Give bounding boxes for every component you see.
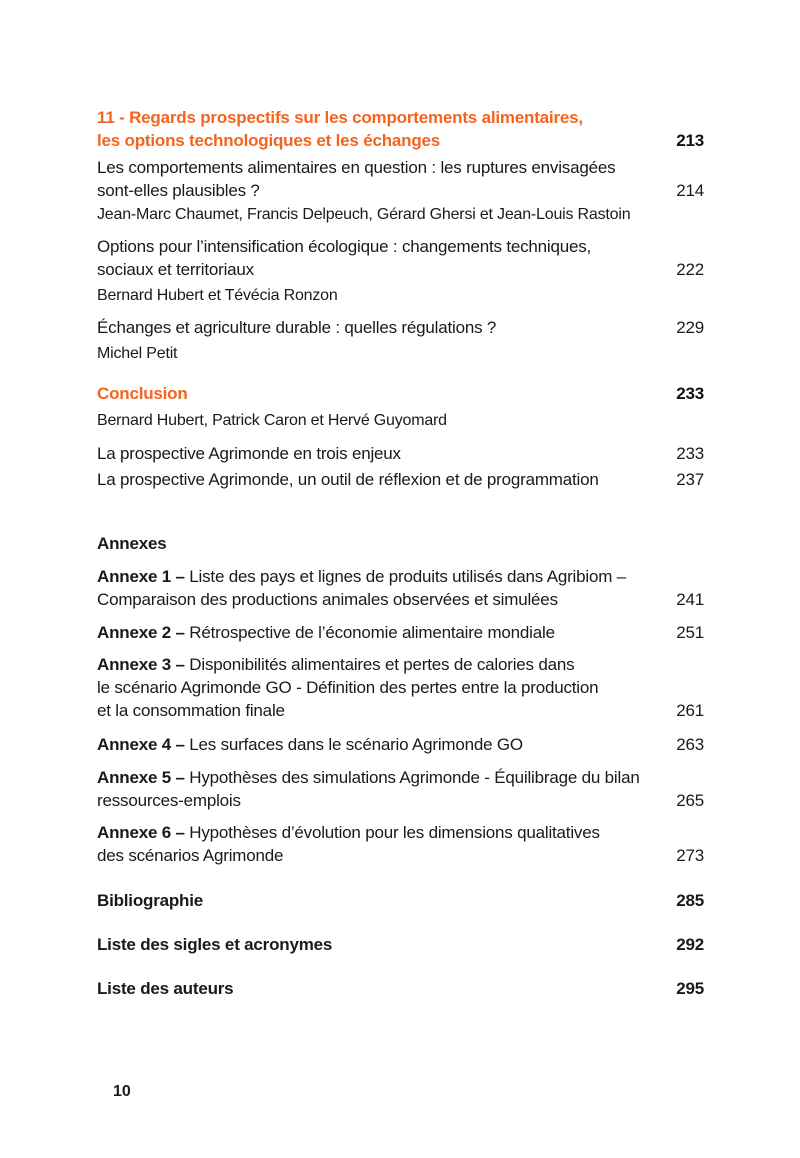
page-number: 295	[676, 979, 704, 998]
annexe-title-line: le scénario Agrimonde GO - Définition des pertes entre la production	[97, 678, 599, 697]
section-header-text: Annexes	[97, 534, 167, 553]
page-number: 251	[676, 623, 704, 642]
page-number: 237	[676, 470, 704, 489]
footer-page-number: 10	[113, 1083, 131, 1100]
page-number: 229	[676, 318, 704, 337]
toc-entry	[97, 235, 704, 281]
annexe-label: Annexe 3 –	[97, 655, 185, 674]
toc-line	[97, 621, 704, 644]
page-number: 273	[676, 846, 704, 865]
toc-entry	[97, 468, 704, 491]
toc-authors: Jean-Marc Chaumet, Francis Delpeuch, Gérard Ghersi et Jean-Louis Rastoin	[97, 206, 631, 223]
toc-line	[97, 821, 704, 844]
annexe-title-line: Comparaison des productions animales observées et simulées	[97, 590, 558, 609]
toc-line	[97, 653, 704, 676]
table-of-contents	[97, 106, 704, 1000]
toc-annexe-entry	[97, 821, 704, 867]
annexe-title-rest: Les surfaces dans le scénario Agrimonde GO	[184, 735, 523, 754]
toc-line	[97, 129, 704, 152]
toc-annexe-entry	[97, 766, 704, 812]
bold-entry-title: Liste des sigles et acronymes	[97, 935, 333, 954]
toc-line	[97, 532, 704, 555]
annexe-title-line	[97, 621, 555, 644]
toc-line	[97, 565, 704, 588]
entry-title-line: Les comportements alimentaires en question : les ruptures envisagées	[97, 158, 616, 177]
toc-annexe-entry	[97, 565, 704, 611]
annexe-label: Annexe 4 –	[97, 735, 185, 754]
toc-line	[97, 933, 704, 956]
toc-entry	[97, 442, 704, 465]
toc-line	[97, 977, 704, 1000]
annexe-label: Annexe 5 –	[97, 768, 185, 787]
page-number: 233	[676, 444, 704, 463]
annexe-title-rest: Hypothèses des simulations Agrimonde - Équilibrage du bilan	[184, 768, 640, 787]
page-number: 222	[676, 260, 704, 279]
toc-line	[97, 889, 704, 912]
toc-line	[97, 588, 704, 611]
toc-line	[97, 442, 704, 465]
toc-chapter-entry	[97, 382, 704, 405]
toc-line	[97, 699, 704, 722]
toc-line	[97, 316, 704, 339]
annexe-title-line: des scénarios Agrimonde	[97, 846, 284, 865]
toc-annexe-entry	[97, 653, 704, 722]
page-number: 285	[676, 891, 704, 910]
toc-bold-entry	[97, 933, 704, 956]
toc-authors: Bernard Hubert, Patrick Caron et Hervé Guyomard	[97, 412, 447, 429]
annexe-title-line	[97, 733, 523, 756]
toc-section-header	[97, 532, 704, 555]
bold-entry-title: Liste des auteurs	[97, 979, 234, 998]
page-number: 265	[676, 791, 704, 810]
toc-entry	[97, 316, 704, 339]
toc-authors: Bernard Hubert et Tévécia Ronzon	[97, 287, 338, 304]
toc-line	[97, 235, 704, 258]
chapter-title-line: les options technologiques et les échanges	[97, 131, 441, 150]
toc-annexe-entry	[97, 733, 704, 756]
page-number: 214	[676, 181, 704, 200]
toc-line	[97, 676, 704, 699]
entry-title-line: Options pour l’intensification écologique : changements techniques,	[97, 237, 592, 256]
chapter-title-line: Conclusion	[97, 384, 188, 403]
page-number: 213	[676, 131, 704, 150]
entry-title-line: La prospective Agrimonde en trois enjeux	[97, 444, 401, 463]
toc-line	[97, 106, 704, 129]
annexe-title-line: et la consommation finale	[97, 701, 285, 720]
toc-bold-entry	[97, 889, 704, 912]
entry-title-line: Échanges et agriculture durable : quelles régulations ?	[97, 318, 497, 337]
toc-line	[97, 733, 704, 756]
entry-title-line: sont-elles plausibles ?	[97, 181, 260, 200]
annexe-label: Annexe 2 –	[97, 623, 185, 642]
annexe-title-rest: Hypothèses d’évolution pour les dimensions qualitatives	[184, 823, 600, 842]
toc-annexe-entry	[97, 621, 704, 644]
toc-entry	[97, 156, 704, 202]
toc-line	[97, 382, 704, 405]
annexe-title-line	[97, 653, 574, 676]
toc-line	[97, 789, 704, 812]
annexe-title-line	[97, 821, 600, 844]
entry-title-line: La prospective Agrimonde, un outil de réflexion et de programmation	[97, 470, 599, 489]
annexe-label: Annexe 6 –	[97, 823, 185, 842]
toc-line	[97, 766, 704, 789]
toc-line	[97, 179, 704, 202]
annexe-title-rest: Disponibilités alimentaires et pertes de calories dans	[184, 655, 575, 674]
annexe-title-rest: Rétrospective de l’économie alimentaire mondiale	[184, 623, 555, 642]
bold-entry-title: Bibliographie	[97, 891, 204, 910]
annexe-title-rest: Liste des pays et lignes de produits utilisés dans Agribiom –	[184, 567, 626, 586]
toc-line	[97, 258, 704, 281]
entry-title-line: sociaux et territoriaux	[97, 260, 254, 279]
toc-line	[97, 468, 704, 491]
toc-authors: Michel Petit	[97, 345, 178, 362]
chapter-title-line: 11 - Regards prospectifs sur les comportements alimentaires,	[97, 108, 583, 127]
page-number: 292	[676, 935, 704, 954]
page-number: 261	[676, 701, 704, 720]
annexe-label: Annexe 1 –	[97, 567, 185, 586]
annexe-title-line	[97, 766, 640, 789]
toc-bold-entry	[97, 977, 704, 1000]
page-number: 233	[676, 384, 704, 403]
toc-line	[97, 156, 704, 179]
page-number: 241	[676, 590, 704, 609]
annexe-title-line	[97, 565, 626, 588]
toc-chapter-entry	[97, 106, 704, 152]
annexe-title-line: ressources-emplois	[97, 791, 241, 810]
toc-line	[97, 844, 704, 867]
page-number: 263	[676, 735, 704, 754]
